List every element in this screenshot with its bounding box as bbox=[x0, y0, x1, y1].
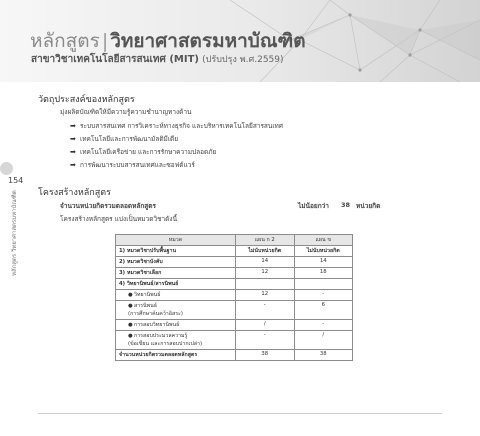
bullet-icon: ● bbox=[128, 333, 133, 339]
row-plan-a2: 14 bbox=[236, 257, 295, 268]
row-plan-a2: - bbox=[236, 331, 295, 350]
row-plan-a2: 12 bbox=[236, 268, 295, 279]
table-row bbox=[116, 331, 353, 350]
row-plan-a2: / bbox=[236, 320, 295, 331]
list-item: ➡ การพัฒนาระบบสารสนเทศและซอฟต์แวร์ bbox=[70, 161, 195, 169]
table-row bbox=[116, 257, 353, 268]
credits-prefix: ไม่น้อยกว่า bbox=[298, 202, 329, 210]
page-dot bbox=[0, 162, 13, 175]
title-separator: | bbox=[101, 30, 109, 52]
row-plan-a2 bbox=[236, 279, 295, 290]
row-label: 4) วิทยานิพนธ์/สารนิพนธ์ bbox=[116, 279, 236, 290]
row-plan-b: 14 bbox=[294, 257, 353, 268]
credits-label: จำนวนหน่วยกิตรวมตลอดหลักสูตร bbox=[60, 202, 156, 210]
structure-heading: โครงสร้างหลักสูตร bbox=[38, 188, 111, 198]
objectives-heading: วัตถุประสงค์ของหลักสูตร bbox=[38, 95, 135, 105]
arrow-icon: ➡ bbox=[70, 135, 76, 143]
page-title bbox=[30, 30, 306, 52]
row-plan-b: ไม่นับหน่วยกิต bbox=[294, 246, 353, 257]
table-row bbox=[116, 279, 353, 290]
header-plan-b: แผน ข bbox=[294, 235, 353, 246]
row-plan-a2: 38 bbox=[236, 350, 295, 361]
table-total-row bbox=[116, 350, 353, 361]
bullet-icon: ● bbox=[128, 303, 133, 309]
bullet-icon: ● bbox=[128, 292, 133, 298]
title-left: หลักสูตร bbox=[30, 30, 100, 52]
table-header-row bbox=[116, 235, 353, 246]
row-plan-b: - bbox=[294, 320, 353, 331]
table-row bbox=[116, 320, 353, 331]
curriculum-table bbox=[115, 234, 353, 361]
subtitle-note: (ปรับปรุง พ.ศ.2559) bbox=[202, 55, 284, 65]
row-label: 2) หมวดวิชาบังคับ bbox=[116, 257, 236, 268]
row-plan-a2: ไม่นับหน่วยกิต bbox=[236, 246, 295, 257]
row-label: ●การสอบวิทยานิพนธ์ bbox=[116, 320, 236, 331]
row-label: 3) หมวดวิชาเลือก bbox=[116, 268, 236, 279]
row-plan-b: 38 bbox=[294, 350, 353, 361]
bullet-icon: ● bbox=[128, 322, 133, 328]
row-label: 1) หมวดวิชาปรับพื้นฐาน bbox=[116, 246, 236, 257]
structure-desc: โครงสร้างหลักสูตร แบ่งเป็นหมวดวิชาดังนี้ bbox=[60, 215, 178, 223]
header-banner bbox=[0, 0, 480, 82]
list-item: ➡ เทคโนโลยีและการพัฒนามัลติมีเดีย bbox=[70, 135, 179, 143]
page-subtitle bbox=[31, 52, 284, 67]
arrow-icon: ➡ bbox=[70, 122, 76, 130]
list-item: ➡ เทคโนโลยีเครือข่าย และการรักษาความปลอดภัย bbox=[70, 148, 217, 156]
table-row bbox=[116, 246, 353, 257]
page-number bbox=[8, 176, 22, 185]
row-plan-b: 6 bbox=[294, 301, 353, 320]
row-plan-b: - bbox=[294, 290, 353, 301]
row-plan-a2: 12 bbox=[236, 290, 295, 301]
table-row bbox=[116, 290, 353, 301]
header-plan-a2: แผน ก 2 bbox=[236, 235, 295, 246]
row-label: จำนวนหน่วยกิตรวมตลอดหลักสูตร bbox=[116, 350, 236, 361]
arrow-icon: ➡ bbox=[70, 148, 76, 156]
objectives-intro: มุ่งผลิตบัณฑิตให้มีความรู้ความชำนาญทางด้าน bbox=[60, 108, 192, 116]
row-label: ●วิทยานิพนธ์ bbox=[116, 290, 236, 301]
row-plan-b bbox=[294, 279, 353, 290]
row-plan-a2: - bbox=[236, 301, 295, 320]
table-row bbox=[116, 268, 353, 279]
table-row bbox=[116, 301, 353, 320]
page-number-text: 154 bbox=[8, 176, 24, 185]
title-right: วิทยาศาสตรมหาบัณฑิต bbox=[110, 30, 306, 52]
sidebar-vertical-text: หลักสูตร วิทยาศาสตรมหาบัณฑิต bbox=[11, 190, 18, 276]
footer-divider bbox=[38, 413, 442, 414]
arrow-icon: ➡ bbox=[70, 161, 76, 169]
credits-unit: หน่วยกิต bbox=[356, 202, 381, 210]
header-category: หมวด bbox=[116, 235, 236, 246]
row-label: ●การสอบประมวลความรู้ (ข้อเขียน และการสอบปากเปล่า) bbox=[116, 331, 236, 350]
row-plan-b: 18 bbox=[294, 268, 353, 279]
subtitle-main: สาขาวิชาเทคโนโลยีสารสนเทศ (MIT) bbox=[31, 54, 199, 65]
list-item: ➡ ระบบสารสนเทศ การวิเคราะห์ทางธุรกิจ และบริหารเทคโนโลยีสารสนเทศ bbox=[70, 122, 283, 130]
credits-value: 38 bbox=[341, 201, 351, 209]
row-label: ●สารนิพนธ์ (การศึกษาค้นคว้าอิสระ) bbox=[116, 301, 236, 320]
row-plan-b: / bbox=[294, 331, 353, 350]
